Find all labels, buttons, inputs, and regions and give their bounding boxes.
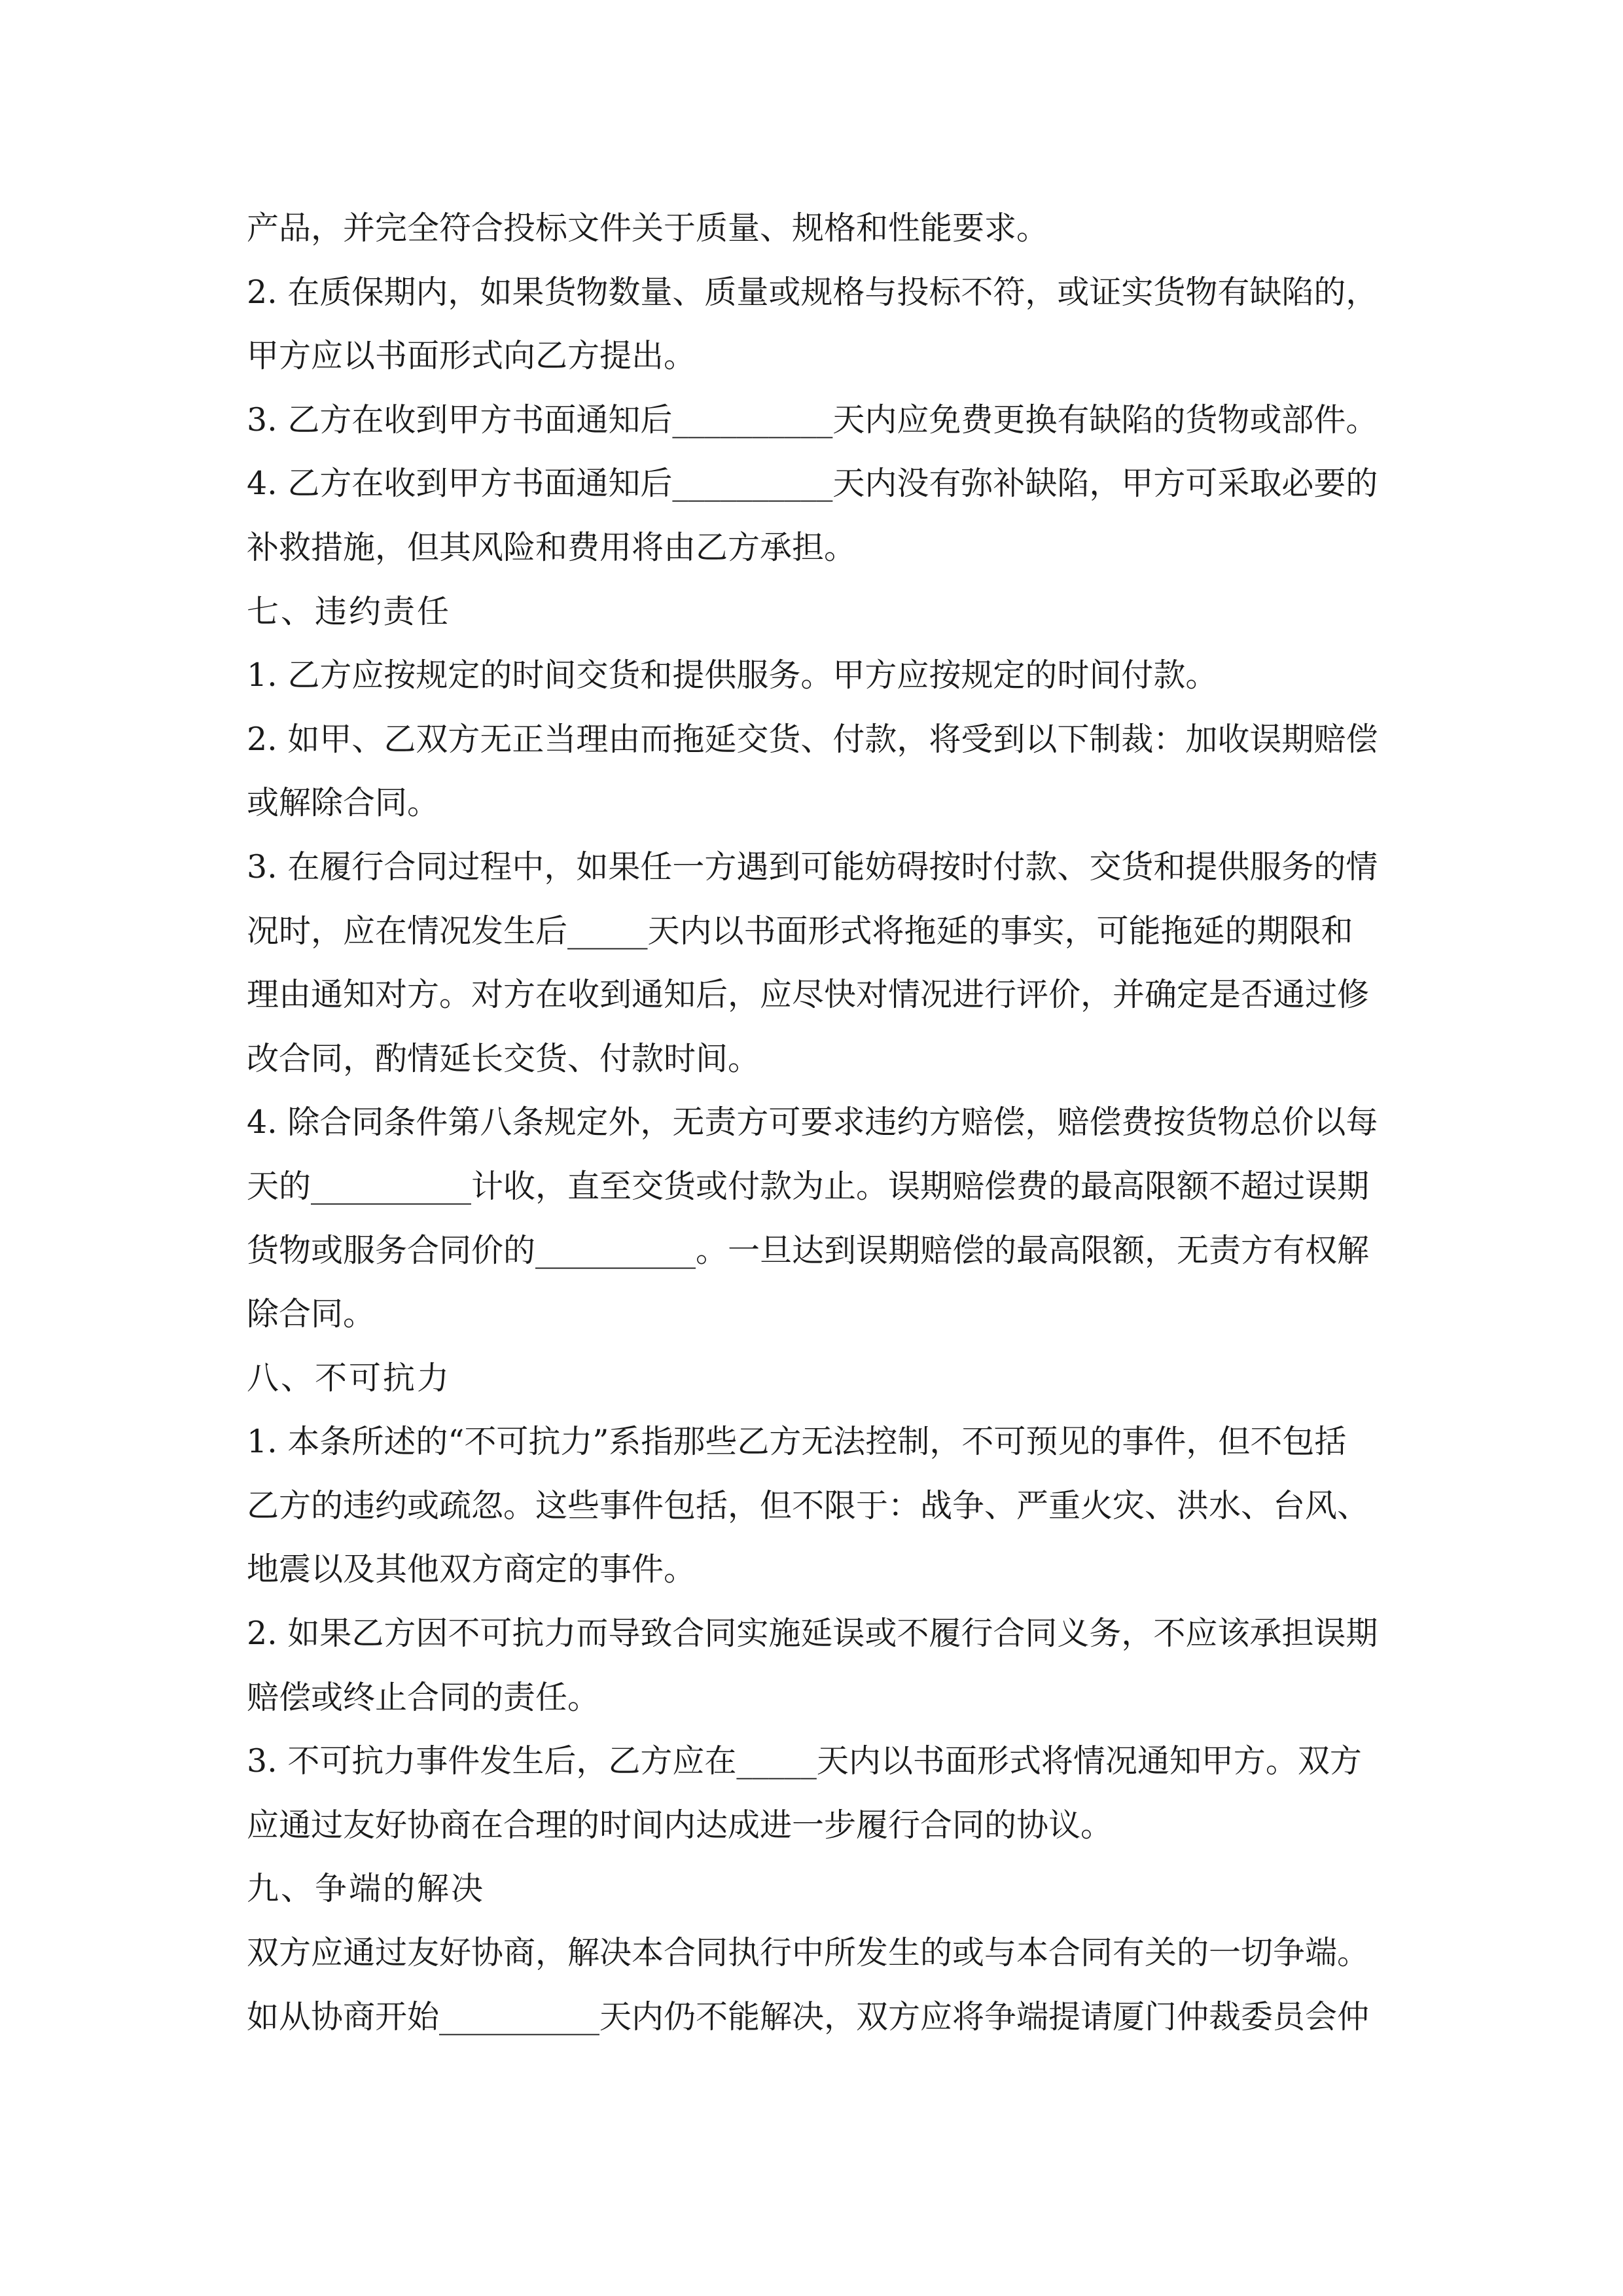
paragraph-line: 3. 在履行合同过程中，如果任一方遇到可能妨碍按时付款、交货和提供服务的情 [247, 848, 1378, 886]
paragraph-line: 除合同。 [247, 1295, 376, 1333]
document-body [247, 196, 1399, 2049]
section-heading: 九、争端的解决 [247, 1870, 486, 1908]
paragraph-line: 4. 除合同条件第八条规定外，无责方可要求违约方赔偿，赔偿费按货物总价以每 [247, 1103, 1378, 1141]
paragraph-line: 赔偿或终止合同的责任。 [247, 1678, 600, 1716]
section-heading: 八、不可抗力 [247, 1359, 452, 1397]
paragraph-line: 2. 如甲、乙双方无正当理由而拖延交货、付款，将受到以下制裁：加收误期赔偿 [247, 720, 1378, 758]
paragraph-line: 天的__________计收，直至交货或付款为止。误期赔偿费的最高限额不超过误期 [247, 1167, 1370, 1205]
paragraph-line: 况时，应在情况发生后_____天内以书面形式将拖延的事实，可能拖延的期限和 [247, 912, 1353, 950]
paragraph-line: 如从协商开始__________天内仍不能解决，双方应将争端提请厦门仲裁委员会仲 [247, 1998, 1370, 2036]
paragraph-line: 或解除合同。 [247, 784, 440, 822]
paragraph-line: 货物或服务合同价的__________。一旦达到误期赔偿的最高限额，无责方有权解 [247, 1231, 1370, 1269]
paragraph-line: 乙方的违约或疏忽。这些事件包括，但不限于：战争、严重火灾、洪水、台风、 [247, 1486, 1370, 1524]
paragraph-line: 2. 在质保期内，如果货物数量、质量或规格与投标不符，或证实货物有缺陷的， [247, 273, 1378, 311]
paragraph-line: 产品，并完全符合投标文件关于质量、规格和性能要求。 [247, 209, 1049, 247]
paragraph-line: 3. 不可抗力事件发生后，乙方应在_____天内以书面形式将情况通知甲方。双方 [247, 1742, 1362, 1780]
paragraph-line: 应通过友好协商在合理的时间内达成进一步履行合同的协议。 [247, 1806, 1113, 1844]
paragraph-line: 4. 乙方在收到甲方书面通知后__________天内没有弥补缺陷，甲方可采取必要的 [247, 465, 1378, 503]
paragraph-line: 补救措施，但其风险和费用将由乙方承担。 [247, 528, 857, 566]
paragraph-line: 双方应通过友好协商，解决本合同执行中所发生的或与本合同有关的一切争端。 [247, 1934, 1370, 1972]
paragraph-line: 1. 乙方应按规定的时间交货和提供服务。甲方应按规定的时间付款。 [247, 656, 1218, 694]
paragraph-line: 2. 如果乙方因不可抗力而导致合同实施延误或不履行合同义务，不应该承担误期 [247, 1615, 1378, 1653]
paragraph-line: 3. 乙方在收到甲方书面通知后__________天内应免费更换有缺陷的货物或部件。 [247, 401, 1378, 439]
paragraph-line: 甲方应以书面形式向乙方提出。 [247, 337, 696, 375]
paragraph-line: 地震以及其他双方商定的事件。 [247, 1551, 696, 1588]
paragraph-line: 理由通知对方。对方在收到通知后，应尽快对情况进行评价，并确定是否通过修 [247, 976, 1370, 1014]
paragraph-line: 1. 本条所述的“不可抗力”系指那些乙方无法控制，不可预见的事件，但不包括 [247, 1423, 1347, 1461]
paragraph-line: 改合同，酌情延长交货、付款时间。 [247, 1039, 760, 1077]
section-heading: 七、违约责任 [247, 592, 452, 630]
